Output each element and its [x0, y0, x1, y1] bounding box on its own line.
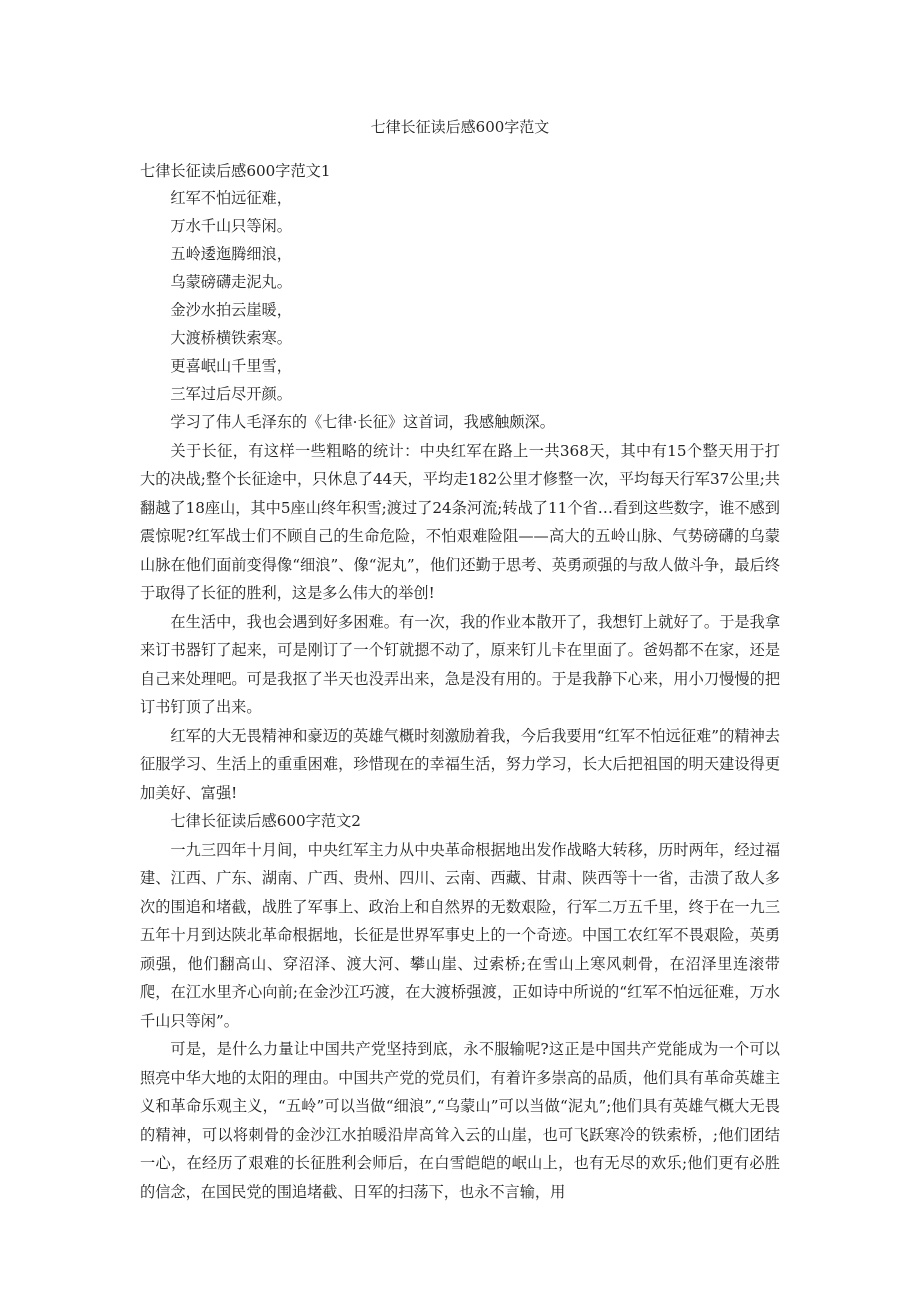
poem-line: 大渡桥横铁索寒。	[170, 329, 292, 347]
section-1-heading: 七律长征读后感600字范文1	[140, 162, 331, 180]
poem-line: 红军不怕远征难，	[170, 189, 292, 207]
paragraph: 关于长征，有这样一些粗略的统计：中央红军在路上一共368天，其中有15个整天用于打大的决战;整个长征途中，只休息了44天，平均走182公里才修整一次，平均每天行军37公里;共翻越了18座山，其中5座山终年积雪;渡过了24条河流;转战了11个省…看到这些数字，谁不感到震惊呢?红军战士们不顾自己的生命危险，不怕艰难险阻——高大的五岭山脉、气势磅礴的乌蒙山脉在他们面前变得像“细浪”、像“泥丸”，他们还勤于思考、英勇顽强的与敌人做斗争，最后终于取得了长征的胜利，这是多么伟大的举创!	[140, 441, 780, 602]
poem-line: 万水千山只等闲。	[170, 217, 292, 235]
section-2-heading: 七律长征读后感600字范文2	[170, 812, 361, 830]
poem-line: 更喜岷山千里雪，	[170, 357, 292, 375]
document-body	[140, 158, 780, 1206]
poem-line: 金沙水拍云崖暖，	[170, 301, 292, 319]
poem-line: 五岭逶迤腾细浪，	[170, 245, 292, 263]
paragraph: 红军的大无畏精神和豪迈的英雄气概时刻激励着我，今后我要用“红军不怕远征难”的精神去征服学习、生活上的重重困难，珍惜现在的幸福生活，努力学习，长大后把祖国的明天建设得更加美好、富强!	[140, 726, 780, 802]
document-title: 七律长征读后感600字范文	[370, 118, 550, 136]
paragraph: 学习了伟人毛泽东的《七律·长征》这首词，我感触颇深。	[170, 413, 555, 431]
paragraph: 一九三四年十月间，中央红军主力从中央革命根据地出发作战略大转移，历时两年，经过福建、江西、广东、湖南、广西、贵州、四川、云南、西藏、甘肃、陕西等十一省，击溃了敌人多次的围追和堵截，战胜了军事上、政治上和自然界的无数艰险，行军二万五千里，终于在一九三五年十月到达陕北革命根据地，长征是世界军事史上的一个奇迹。中国工农红军不畏艰险，英勇顽强，他们翻高山、穿沼泽、渡大河、攀山崖、过索桥;在雪山上寒风刺骨，在沼泽里连滚带爬，在江水里齐心向前;在金沙江巧渡，在大渡桥强渡，正如诗中所说的“红军不怕远征难，万水千山只等闲”。	[140, 840, 780, 1030]
poem	[140, 184, 780, 408]
paragraph: 可是，是什么力量让中国共产党坚持到底，永不服输呢?这正是中国共产党能成为一个可以照亮中华大地的太阳的理由。中国共产党的党员们，有着许多崇高的品质，他们具有革命英雄主义和革命乐观主义，“五岭”可以当做“细浪”,“乌蒙山”可以当做“泥丸”;他们具有英雄气概大无畏的精神，可以将刺骨的金沙江水拍暖沿岸高耸入云的山崖，也可飞跃寒冷的铁索桥，;他们团结一心，在经历了艰难的长征胜利会师后，在白雪皑皑的岷山上，也有无尽的欢乐;他们更有必胜的信念，在国民党的围追堵截、日军的扫荡下，也永不言输，用	[140, 1040, 780, 1201]
paragraph: 在生活中，我也会遇到好多困难。有一次，我的作业本散开了，我想钉上就好了。于是我拿来订书器钉了起来，可是刚订了一个钉就摁不动了，原来钉儿卡在里面了。爸妈都不在家，还是自己来处理吧。可是我抠了半天也没弄出来，急是没有用的。于是我静下心来，用小刀慢慢的把订书钉顶了出来。	[140, 612, 780, 716]
poem-line: 乌蒙磅礴走泥丸。	[170, 273, 292, 291]
poem-line: 三军过后尽开颜。	[170, 385, 292, 403]
